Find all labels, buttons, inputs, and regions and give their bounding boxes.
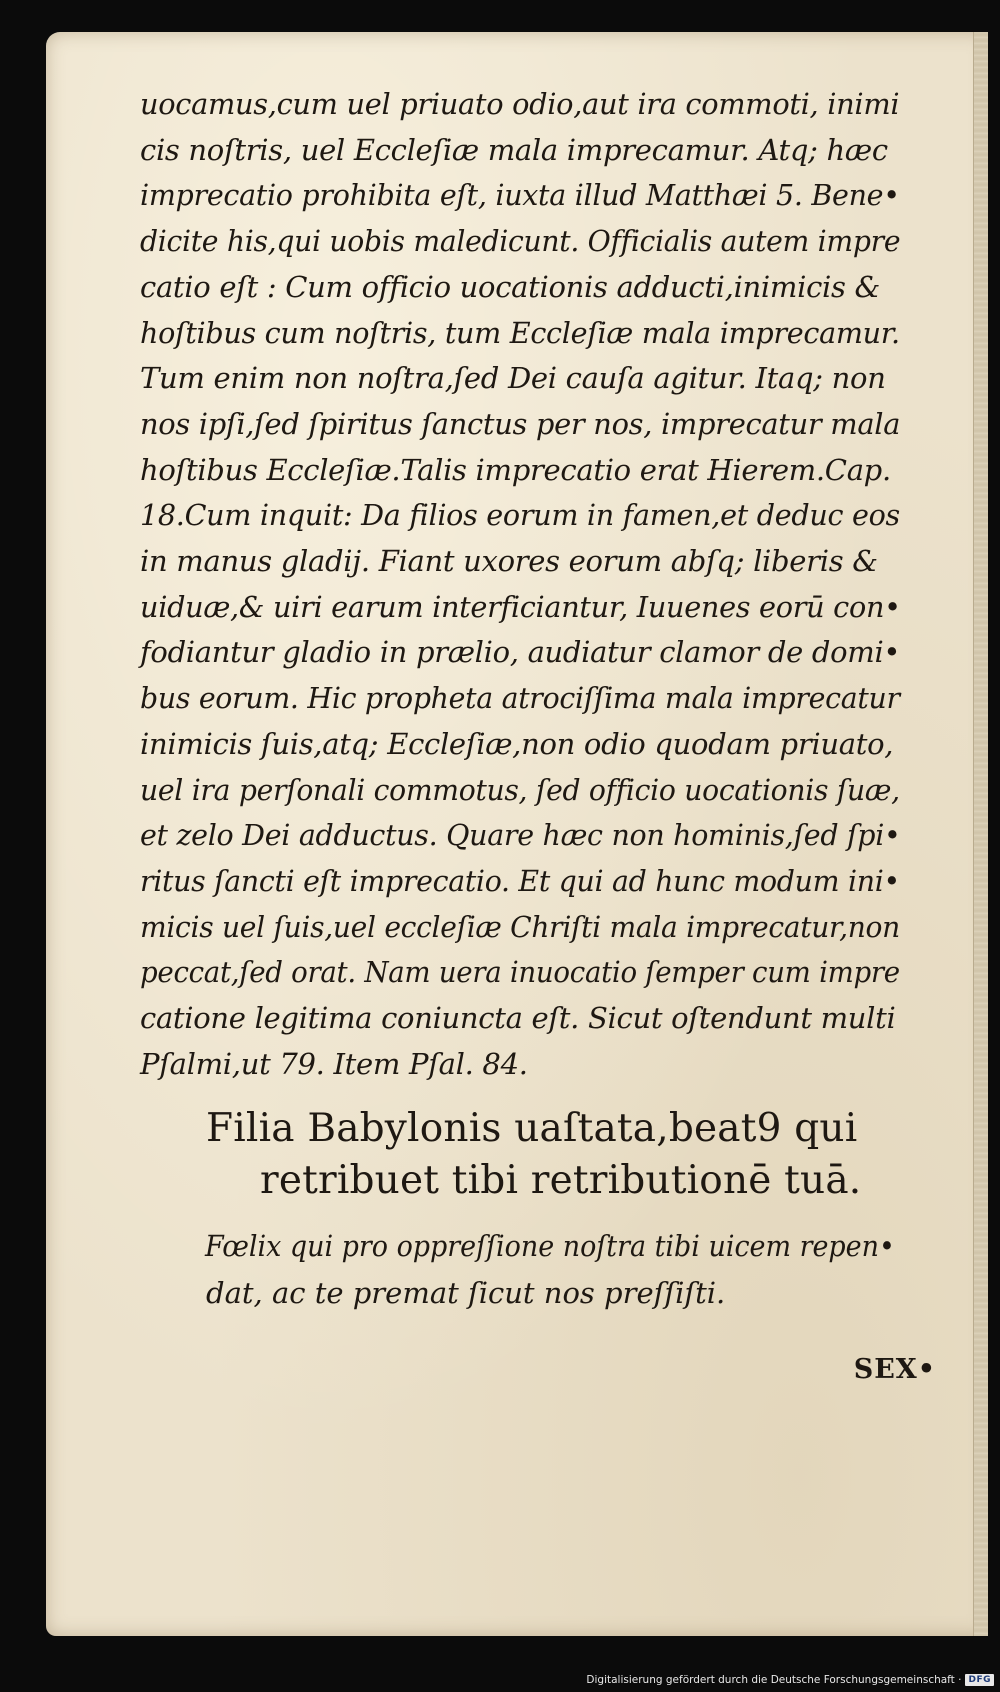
body-line: uiduæ,& uiri earum interficiantur, Iuuenes eorū con• (140, 589, 901, 624)
body-line: in manus gladij. Fiant uxores eorum abſq; liberis & (140, 544, 878, 579)
body-line: Pſalmi,ut 79. Item Pſal. 84. (140, 1046, 528, 1081)
page-edge (973, 32, 988, 1636)
body-line: uel ira perſonali commotus, ſed officio uocationis ſuæ, (140, 772, 900, 807)
body-line: catione legitima coniuncta eſt. Sicut oſtendunt multi (140, 1001, 896, 1036)
body-line: et zelo Dei adductus. Quare hæc non hominis,ſed ſpi• (140, 818, 901, 853)
body-line: bus eorum. Hic propheta atrociſſima mala imprecatur (140, 681, 900, 716)
psalm-verse-line-2: retribuet tibi retributionē tuā. (260, 1158, 862, 1204)
body-line: hoſtibus cum noſtris, tum Eccleſiæ mala imprecamur. (140, 315, 900, 350)
body-line: nos ipſi,ſed ſpiritus ſanctus per nos, imprecatur mala (140, 406, 901, 441)
digitization-credit (586, 1674, 994, 1686)
catchword: SEX• (853, 1354, 936, 1385)
commentary-line-1: Fœlix qui pro oppreſſione noſtra tibi uicem repen• (205, 1229, 895, 1264)
body-line: micis uel ſuis,uel eccleſiæ Chriſti mala imprecatur,non (140, 909, 900, 944)
body-line: dicite his,qui uobis maledicunt. Officialis autem impre (140, 224, 901, 259)
body-line: imprecatio prohibita eſt, iuxta illud Matthæi 5. Bene• (140, 178, 900, 213)
body-line: inimicis ſuis,atq; Eccleſiæ,non odio quodam priuato, (140, 726, 894, 761)
body-line: hoſtibus Eccleſiæ.Talis imprecatio erat Hierem.Cap. (140, 452, 891, 487)
credit-text: Digitalisierung gefördert durch die Deutsche Forschungsgemeinschaft · (586, 1674, 962, 1686)
page-text (140, 82, 900, 1317)
body-line: Tum enim non noſtra,ſed Dei cauſa agitur. Itaq; non (140, 361, 886, 396)
body-line: peccat,ſed orat. Nam uera inuocatio ſemper cum impre (140, 955, 900, 990)
body-line: catio eſt : Cum officio uocationis adducti,inimicis & (140, 269, 880, 304)
psalm-verse-line-1: Filia Babylonis uaſtata,beat9 qui (206, 1106, 858, 1152)
body-line: 18.Cum inquit: Da filios eorum in famen,et deduc eos (140, 498, 900, 533)
body-line: fodiantur gladio in prælio, audiatur clamor de domi• (140, 635, 901, 670)
commentary-line-2: dat, ac te premat ſicut nos preſſiſti. (206, 1276, 726, 1311)
body-line: uocamus,cum uel priuato odio,aut ira commoti, inimi (140, 87, 900, 121)
dfg-logo: DFG (965, 1674, 994, 1686)
body-line: ritus ſancti eſt imprecatio. Et qui ad hunc modum ini• (140, 863, 900, 898)
body-line: cis noſtris, uel Eccleſiæ mala imprecamur. Atq; hæc (140, 132, 888, 167)
